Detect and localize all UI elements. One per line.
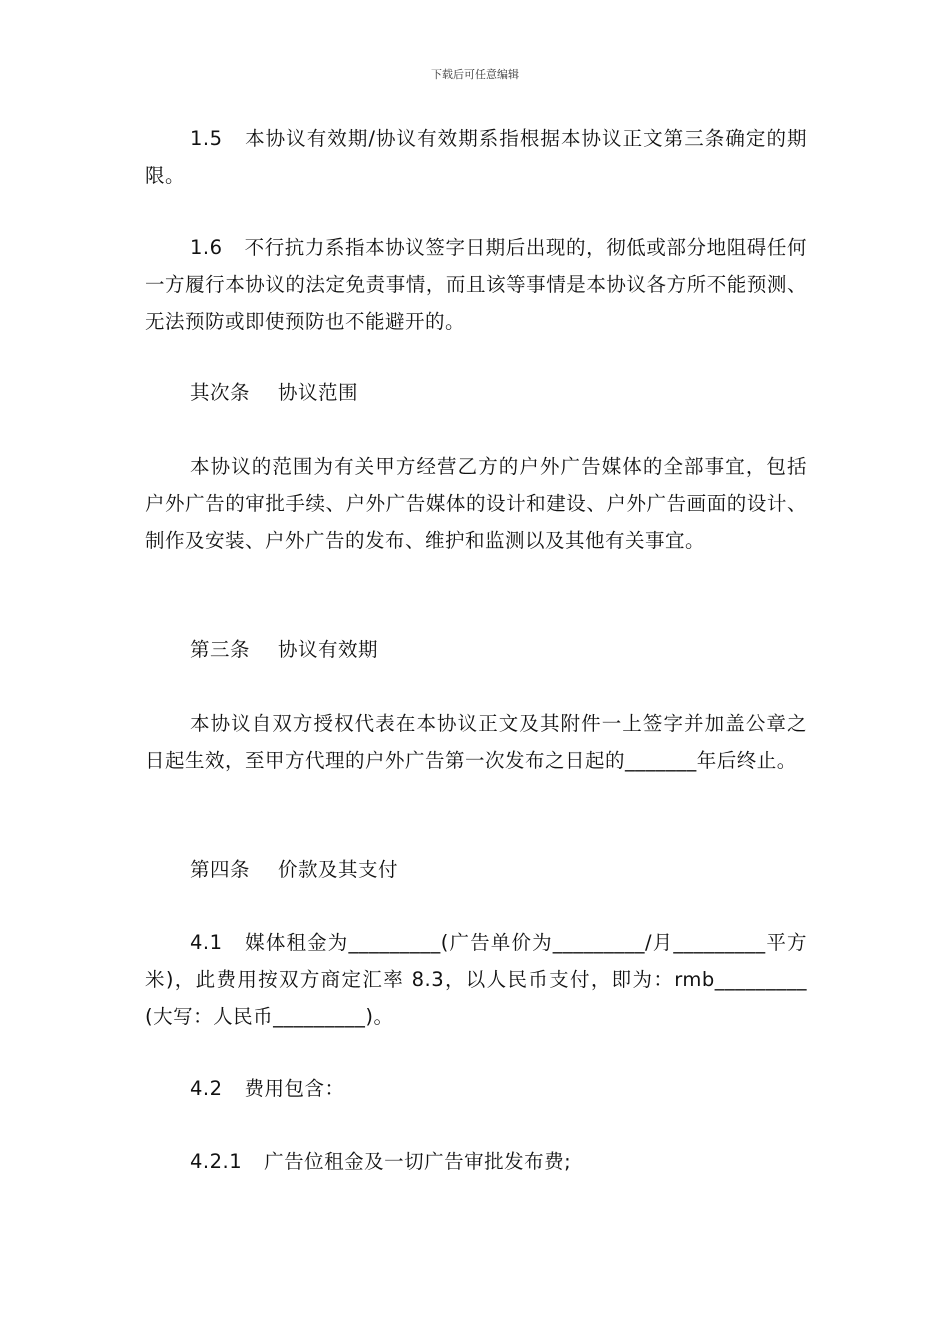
clause-1-6 xyxy=(145,229,807,340)
page-header: 下载后可任意编辑 xyxy=(431,68,519,81)
clause-1-5 xyxy=(145,120,807,194)
article-2-body xyxy=(145,448,807,559)
article-title: 其次条 xyxy=(190,381,251,404)
clause-text: 本协议有效期/协议有效期系指根据本协议正文第三条确定的期限。 xyxy=(145,127,807,187)
article-4-heading xyxy=(145,851,807,888)
paragraph-text: 本协议的范围为有关甲方经营乙方的户外广告媒体的全部事宜，包括户外广告的审批手续、户外广告媒体的设计和建设、户外广告画面的设计、制作及安装、户外广告的发布、维护和监测以及其他有关事宜。 xyxy=(145,455,807,552)
clause-number: 4.2 xyxy=(190,1077,223,1100)
clause-number: 1.5 xyxy=(190,127,223,150)
clause-4-1 xyxy=(145,924,807,1035)
article-title: 第四条 xyxy=(190,858,251,881)
clause-number: 4.1 xyxy=(190,931,223,954)
clause-number: 4.2.1 xyxy=(190,1150,243,1173)
clause-4-2 xyxy=(145,1070,807,1107)
article-3-heading xyxy=(145,631,807,668)
clause-text: 不行抗力系指本协议签字日期后出现的，彻低或部分地阻碍任何一方履行本协议的法定免责事情，而且该等事情是本协议各方所不能预测、无法预防或即使预防也不能避开的。 xyxy=(145,236,807,333)
article-name: 协议有效期 xyxy=(278,638,379,661)
article-name: 协议范围 xyxy=(278,381,359,404)
article-3-body xyxy=(145,705,807,779)
article-title: 第三条 xyxy=(190,638,251,661)
clause-text: 费用包含： xyxy=(244,1077,345,1100)
clause-number: 1.6 xyxy=(190,236,223,259)
clause-text: 媒体租金为_________(广告单价为_________/月_________平方米)，此费用按双方商定汇率 8.3，以人民币支付，即为：rmb_________(大写：人民币_________)。 xyxy=(145,931,807,1028)
clause-4-2-1 xyxy=(145,1143,807,1180)
paragraph-text: 本协议自双方授权代表在本协议正文及其附件一上签字并加盖公章之日起生效，至甲方代理的户外广告第一次发布之日起的_______年后终止。 xyxy=(145,712,807,772)
article-2-heading xyxy=(145,374,807,411)
clause-text: 广告位租金及一切广告审批发布费; xyxy=(264,1150,572,1173)
article-name: 价款及其支付 xyxy=(278,858,399,881)
